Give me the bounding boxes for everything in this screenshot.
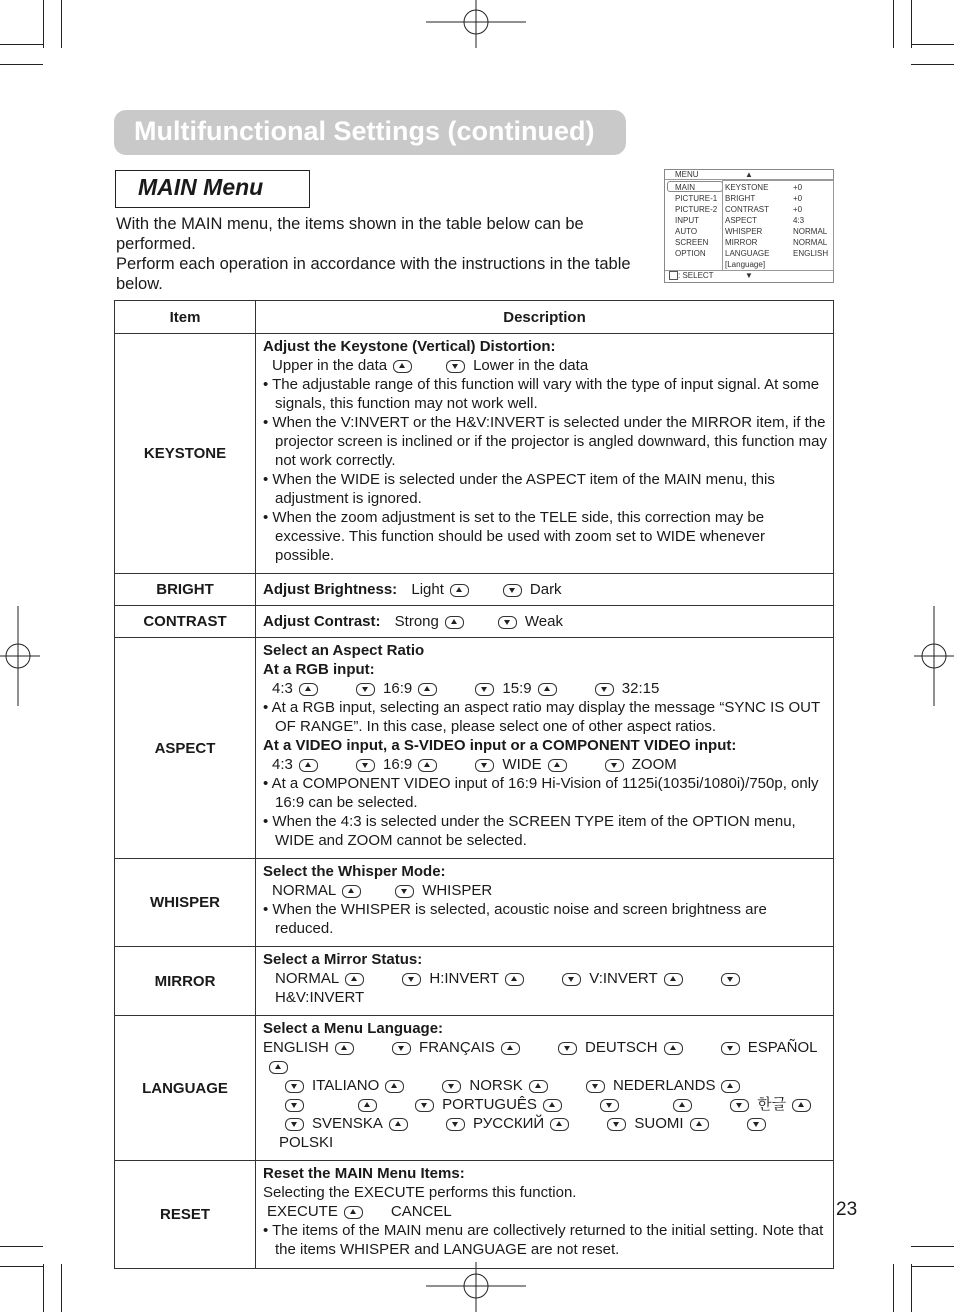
- up-arrow-icon: [501, 1042, 520, 1055]
- down-arrow-icon: [415, 1099, 434, 1112]
- down-arrow-icon: [503, 584, 522, 597]
- up-arrow-icon: [548, 759, 567, 772]
- row-item-keystone: KEYSTONE: [115, 334, 256, 574]
- table-row: ASPECT Select an Aspect Ratio At a RGB input: 4:3 16:9 15:9 32:15 • At a RGB input, selecting an aspect ratio may display the message “SYNC IS OUT OF RANGE”. In this case, please select one of other aspect ratios. At a VIDEO input, a S-VIDEO input or a COMPONENT VIDEO input: 4:3 16:9 WIDE ZOOM • At a COMPONENT VIDEO input of 16:9 Hi-Vision of 1125i(1035i/1080i)/750p, only 16:9 can be selected. • When the 4:3 is selected under the SCREEN TYPE item of the OPTION menu, WIDE and ZOOM cannot be selected.: [115, 638, 834, 859]
- up-arrow-icon: [538, 683, 557, 696]
- down-arrow-icon: [356, 759, 375, 772]
- down-arrow-icon: [395, 885, 414, 898]
- table-row: CONTRAST Adjust Contrast: Strong Weak: [115, 606, 834, 638]
- crop-mark: [0, 44, 43, 45]
- intro-paragraph: With the MAIN menu, the items shown in the table below can be performed.: [116, 215, 584, 253]
- main-menu-table: [114, 300, 834, 1269]
- row-item-contrast: CONTRAST: [115, 606, 256, 638]
- table-row: WHISPER Select the Whisper Mode: NORMAL WHISPER • When the WHISPER is selected, acoustic noise and screen brightness are reduced.: [115, 859, 834, 947]
- table-row: LANGUAGE Select a Menu Language: ENGLISH FRANÇAIS DEUTSCH ESPAÑOL ITALIANO NORSK NEDERLANDS PORTUGUÊS 한글 SVENSKA РУССКИЙ SUOMI POLSKI: [115, 1016, 834, 1161]
- crop-mark: [911, 0, 912, 48]
- page-title: Multifunctional Settings (continued): [134, 116, 595, 146]
- up-arrow-icon: [418, 759, 437, 772]
- down-arrow-icon: [730, 1099, 749, 1112]
- registration-mark: [914, 606, 954, 706]
- up-arrow-icon: [721, 1080, 740, 1093]
- down-arrow-icon: [356, 683, 375, 696]
- crop-mark: [0, 1246, 43, 1247]
- row-item-language: LANGUAGE: [115, 1016, 256, 1161]
- up-arrow-icon: [358, 1099, 377, 1112]
- crop-mark: [43, 1264, 44, 1312]
- down-arrow-icon: [586, 1080, 605, 1093]
- down-arrow-icon: [747, 1118, 766, 1131]
- up-arrow-icon: [299, 759, 318, 772]
- up-arrow-icon: [550, 1118, 569, 1131]
- osd-up-icon: ▲: [745, 170, 753, 179]
- crop-mark: [893, 0, 894, 48]
- up-arrow-icon: [385, 1080, 404, 1093]
- row-item-whisper: WHISPER: [115, 859, 256, 947]
- down-arrow-icon: [392, 1042, 411, 1055]
- up-arrow-icon: [393, 360, 412, 373]
- crop-mark: [61, 0, 62, 48]
- up-arrow-icon: [445, 616, 464, 629]
- up-arrow-icon: [690, 1118, 709, 1131]
- osd-menu-illustration: [664, 169, 834, 283]
- crop-mark: [911, 44, 954, 45]
- osd-select-hint: : SELECT: [669, 271, 714, 280]
- osd-down-icon: ▼: [745, 271, 753, 280]
- down-arrow-icon: [475, 683, 494, 696]
- up-arrow-icon: [543, 1099, 562, 1112]
- down-arrow-icon: [721, 1042, 740, 1055]
- table-row: BRIGHT Adjust Brightness: Light Dark: [115, 574, 834, 606]
- row-item-reset: RESET: [115, 1161, 256, 1269]
- table-row: MIRROR Select a Mirror Status: NORMAL H:INVERT V:INVERT H&V:INVERT: [115, 947, 834, 1016]
- down-arrow-icon: [498, 616, 517, 629]
- crop-mark: [0, 1266, 43, 1267]
- up-arrow-icon: [335, 1042, 354, 1055]
- row-item-bright: BRIGHT: [115, 574, 256, 606]
- row-item-aspect: ASPECT: [115, 638, 256, 859]
- crop-mark: [911, 1264, 912, 1312]
- down-arrow-icon: [402, 973, 421, 986]
- intro-text: [116, 214, 646, 294]
- up-arrow-icon: [342, 885, 361, 898]
- crop-mark: [911, 1266, 954, 1267]
- up-arrow-icon: [269, 1061, 288, 1074]
- up-arrow-icon: [792, 1099, 811, 1112]
- registration-mark: [0, 606, 40, 706]
- down-arrow-icon: [475, 759, 494, 772]
- up-arrow-icon: [345, 973, 364, 986]
- crop-mark: [911, 64, 954, 65]
- down-arrow-icon: [607, 1118, 626, 1131]
- up-arrow-icon: [450, 584, 469, 597]
- down-arrow-icon: [285, 1118, 304, 1131]
- up-arrow-icon: [299, 683, 318, 696]
- up-arrow-icon: [344, 1206, 363, 1219]
- down-arrow-icon: [562, 973, 581, 986]
- down-arrow-icon: [558, 1042, 577, 1055]
- down-arrow-icon: [442, 1080, 461, 1093]
- down-arrow-icon: [446, 1118, 465, 1131]
- osd-menu-items: MAIN PICTURE-1 PICTURE-2 INPUT AUTO SCREEN OPTION: [675, 183, 718, 258]
- section-heading: MAIN Menu: [138, 174, 264, 200]
- down-arrow-icon: [605, 759, 624, 772]
- up-arrow-icon: [389, 1118, 408, 1131]
- up-arrow-icon: [529, 1080, 548, 1093]
- crop-mark: [911, 1246, 954, 1247]
- table-row: KEYSTONE Adjust the Keystone (Vertical) Distortion: Upper in the data Lower in the data • The adjustable range of this function will vary with the type of input signal. At some signals, this function may not work well. • When the V:INVERT or the H&V:INVERT is selected under the MIRROR item, if the projector screen is inclined or if the projector is angled downward, this function may not work correctly. • When the WIDE is selected under the ASPECT item of the MAIN menu, this adjustment is ignored. • When the zoom adjustment is set to the TELE side, this correction may be excessive. This function should be used with zoom set to WIDE whenever possible.: [115, 334, 834, 574]
- crop-mark: [61, 1264, 62, 1312]
- down-arrow-icon: [600, 1099, 619, 1112]
- osd-settings: KEYSTONE BRIGHT CONTRAST ASPECT WHISPER MIRROR LANGUAGE [Language]: [725, 183, 770, 269]
- down-arrow-icon: [446, 360, 465, 373]
- down-arrow-icon: [595, 683, 614, 696]
- up-arrow-icon: [505, 973, 524, 986]
- table-header-item: Item: [115, 301, 256, 334]
- down-arrow-icon: [721, 973, 740, 986]
- intro-paragraph: Perform each operation in accordance with the instructions in the table below.: [116, 255, 631, 293]
- page-number: 23: [836, 1199, 858, 1220]
- up-arrow-icon: [673, 1099, 692, 1112]
- row-item-mirror: MIRROR: [115, 947, 256, 1016]
- osd-values: +0 +0 +0 4:3 NORMAL NORMAL ENGLISH: [793, 183, 829, 258]
- up-arrow-icon: [418, 683, 437, 696]
- crop-mark: [893, 1264, 894, 1312]
- crop-mark: [43, 0, 44, 48]
- down-arrow-icon: [285, 1099, 304, 1112]
- table-row: RESET Reset the MAIN Menu Items: Selecting the EXECUTE performs this function. EXECUTE CANCEL • The items of the MAIN menu are collectively returned to the initial setting. Note that the items WHISPER and LANGUAGE are not reset.: [115, 1161, 834, 1269]
- table-header-description: Description: [256, 301, 834, 334]
- down-arrow-icon: [285, 1080, 304, 1093]
- up-arrow-icon: [664, 973, 683, 986]
- crop-mark: [0, 64, 43, 65]
- registration-mark: [426, 0, 526, 50]
- registration-mark: [426, 1262, 526, 1312]
- section-heading-box: [115, 170, 310, 208]
- up-arrow-icon: [664, 1042, 683, 1055]
- page-title-bar: [114, 110, 626, 155]
- osd-menu-label: MENU: [675, 170, 699, 179]
- row-heading: Adjust the Keystone (Vertical) Distortion:: [263, 338, 556, 355]
